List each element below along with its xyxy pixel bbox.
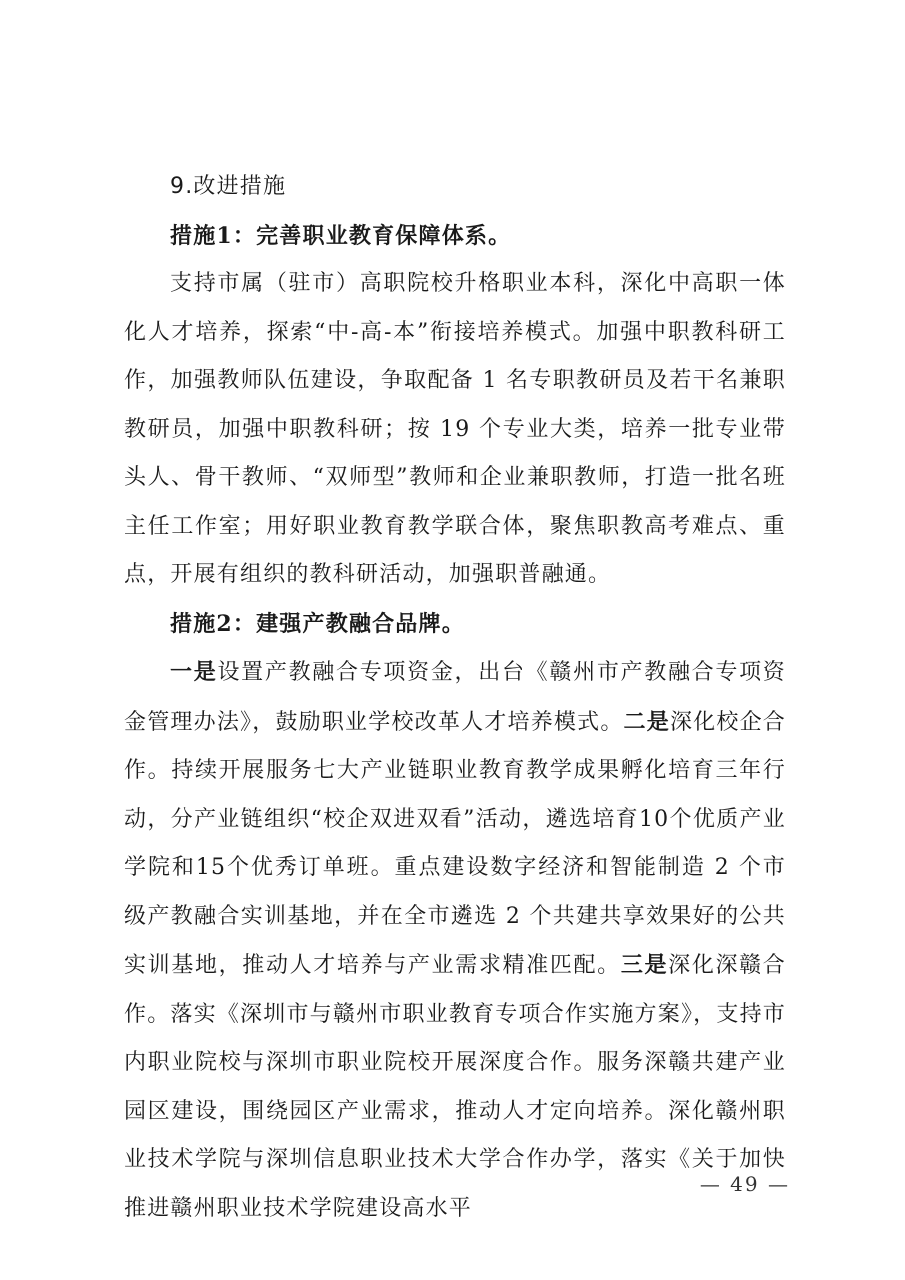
measure-2-text-2: 深化校企合作。持续开展服务七大产业链职业教育教学成果孵化培育三年行动，分产业链组织“校企双进双看”活动，遴选培育10个优质产业学院和15个优秀订单班。重点建设数字经济和智能制造 2 个市级产教融合实训基地，并在全市遴选 2 个共建共享效果好的公共实训基地，推动人才培养与产业需求精准匹配。: [124, 709, 786, 978]
document-body: [124, 163, 786, 1233]
measure-2-body: [124, 648, 786, 1233]
measure-2-title: 措施2：建强产教融合品牌。: [170, 610, 465, 637]
measure-2-text-1: 设置产教融合专项资金，出台《赣州市产教融合专项资金管理办法》，鼓励职业学校改革人才培养模式。: [124, 660, 786, 735]
section-title: 9.改进措施: [170, 174, 287, 199]
measure-2-text-3: 深化深赣合作。落实《深圳市与赣州市职业教育专项合作实施方案》，支持市内职业院校与深圳市职业院校开展深度合作。服务深赣共建产业园区建设，围绕园区产业需求，推动人才定向培养。深化赣州职业技术学院与深圳信息职业技术大学合作办学，落实《关于加快推进赣州职业技术学院建设高水平: [124, 953, 786, 1221]
measure-1-title: 措施1：完善职业教育保障体系。: [170, 222, 512, 249]
measure-1-body: 支持市属（驻市）高职院校升格职业本科，深化中高职一体化人才培养，探索“中-高-本”衔接培养模式。加强中职教科研工作，加强教师队伍建设，争取配备 1 名专职教研员及若干名兼职教研员，加强中职教科研；按 19 个专业大类，培养一批专业带头人、骨干教师、“双师型”教师和企业兼职教师，打造一批名班主任工作室；用好职业教育教学联合体，聚焦职教高考难点、重点，开展有组织的教科研活动，加强职普融通。: [124, 271, 786, 587]
page-number: — 49 —: [699, 1172, 790, 1196]
measure-2-lead-1: 一是: [170, 659, 218, 685]
measure-2-lead-2: 二是: [623, 708, 670, 735]
measure-2-lead-3: 三是: [620, 952, 669, 978]
